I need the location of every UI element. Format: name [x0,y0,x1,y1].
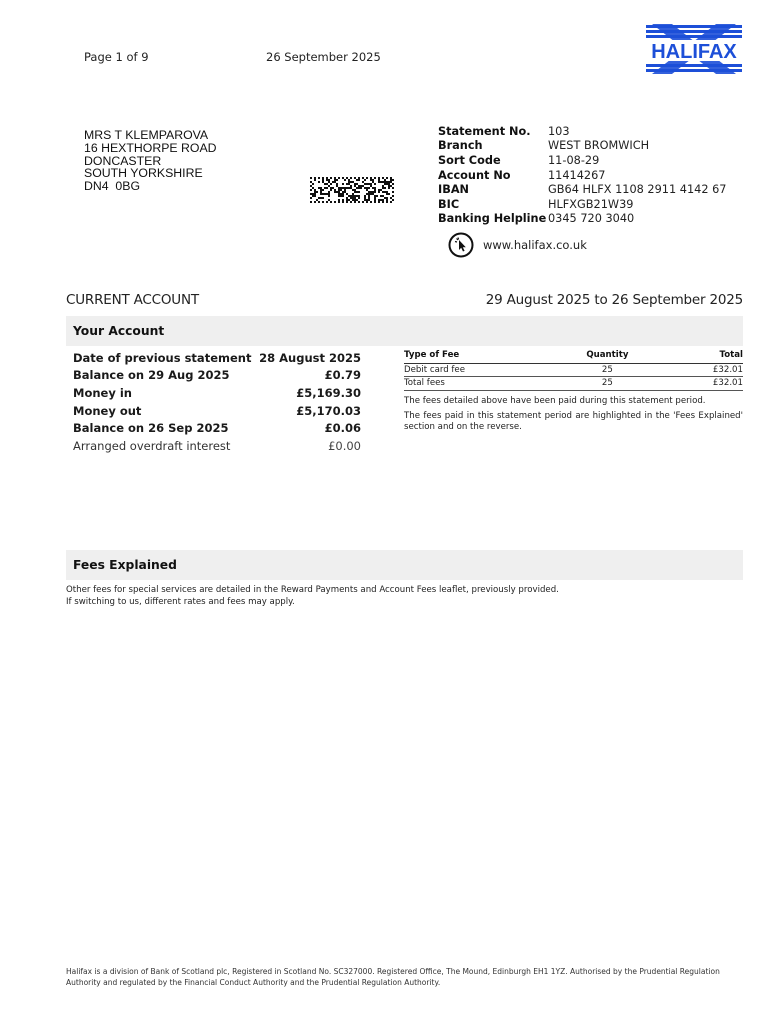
address-line: SOUTH YORKSHIRE [84,166,203,181]
summary-label: Arranged overdraft interest [73,438,231,453]
fee-quantity: 25 [557,377,659,391]
customer-address [84,129,217,193]
detail-label: Statement No. [438,124,531,138]
logo-text: HALIFAX [651,41,737,63]
detail-value: 103 [548,124,570,138]
summary-label: Balance on 29 Aug 2025 [73,368,230,383]
fees-header-total: Total [658,349,743,363]
table-row [404,377,743,391]
fee-total: £32.01 [658,363,743,377]
summary-value: £0.06 [324,421,361,436]
postal-barcode [310,177,394,203]
account-summary [73,349,361,455]
detail-label: Account No [438,168,511,182]
detail-label: Sort Code [438,153,501,167]
address-line: DONCASTER [84,153,162,168]
pointer-click-icon [448,232,474,258]
statement-details [438,124,748,226]
fees-explained-line: Other fees for special services are detailed in the Reward Payments and Account Fees leaflet, previously provided. [66,585,559,595]
page-number: Page 1 of 9 [84,50,149,64]
fees-note: The fees detailed above have been paid during this statement period. [404,395,706,406]
legal-footer: Halifax is a division of Bank of Scotland plc, Registered in Scotland No. SC327000. Registered Office, The Mound, Edinburgh EH1 1YZ. Authorised by the Prudential Regulation Authority and regulated by the Financial Conduct Authority and the Prudential Regulation Authority. [66,967,720,987]
halifax-logo [644,24,744,76]
fees-note: The fees paid in this statement period are highlighted in the 'Fees Explained' section and on the reverse. [404,411,743,432]
website-url: www.halifax.co.uk [483,238,587,252]
detail-value: GB64 HLFX 1108 2911 4142 67 [548,183,727,197]
fees-header-quantity: Quantity [557,349,659,363]
fees-explained-heading: Fees Explained [66,550,743,580]
statement-period: 29 August 2025 to 26 September 2025 [485,292,743,308]
summary-label: Date of previous statement [73,350,252,365]
fee-quantity: 25 [557,363,659,377]
website-link[interactable] [448,232,587,258]
your-account-heading: Your Account [66,316,743,346]
fees-explained-line: If switching to us, different rates and fees may apply. [66,596,295,607]
account-type-title: CURRENT ACCOUNT [66,292,199,308]
detail-value: 11414267 [548,168,606,182]
detail-label: Banking Helpline [438,212,547,226]
summary-value: 28 August 2025 [259,350,361,365]
detail-label: BIC [438,197,460,211]
summary-value: £5,169.30 [296,385,361,400]
statement-date: 26 September 2025 [266,50,381,64]
summary-value: £5,170.03 [296,403,361,418]
detail-value: HLFXGB21W39 [548,197,634,211]
summary-value: £0.79 [324,368,361,383]
address-line: DN4 0BG [84,179,141,194]
address-line: MRS T KLEMPAROVA [84,128,209,142]
fees-header-type: Type of Fee [404,349,557,363]
address-line: 16 HEXTHORPE ROAD [84,140,217,155]
summary-label: Money in [73,385,132,400]
summary-value: £0.00 [328,438,361,453]
fees-table [404,349,743,391]
detail-value: 0345 720 3040 [548,212,635,226]
fees-explained-text [66,585,746,609]
detail-label: Branch [438,139,483,153]
summary-label: Money out [73,403,142,418]
summary-label: Balance on 26 Sep 2025 [73,421,229,436]
detail-value: 11-08-29 [548,153,600,167]
detail-value: WEST BROMWICH [548,139,650,153]
fees-table-section [404,349,743,432]
fee-type: Debit card fee [404,363,557,377]
fee-type: Total fees [404,377,557,391]
fee-total: £32.01 [658,377,743,391]
detail-label: IBAN [438,183,470,197]
table-row [404,363,743,377]
